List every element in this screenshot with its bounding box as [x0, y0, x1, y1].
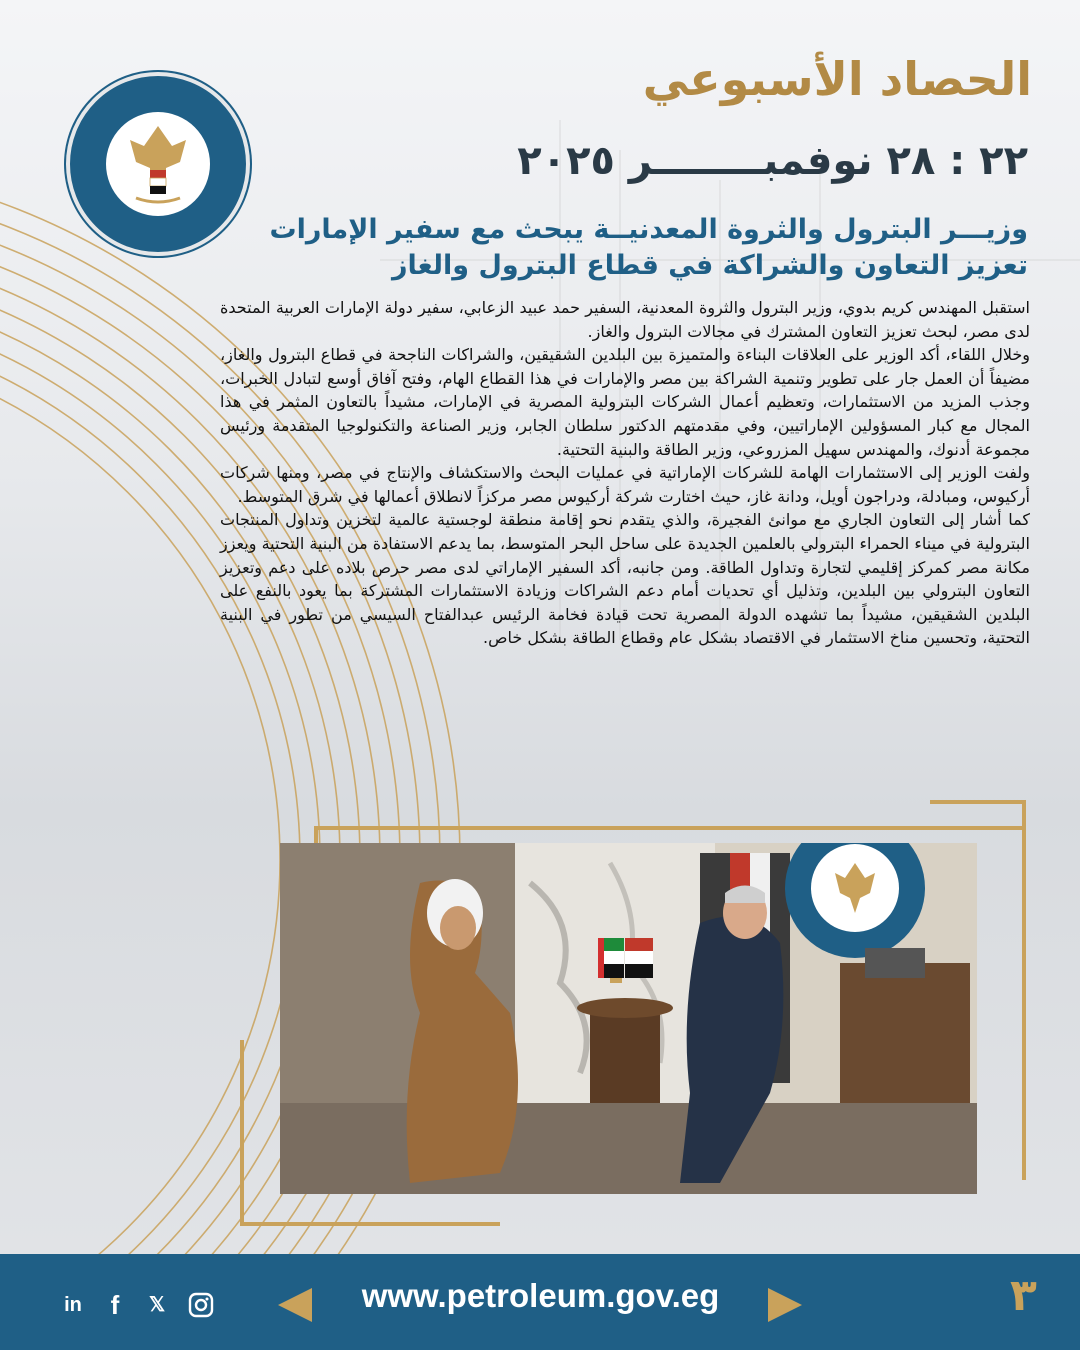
article-headline: [238, 212, 1028, 284]
photo-frame-left-lower: [240, 1040, 244, 1226]
website-link[interactable]: www.petroleum.gov.eg: [361, 1277, 720, 1314]
facebook-icon[interactable]: f: [110, 1290, 120, 1320]
ministry-logo: [66, 72, 250, 256]
page-number: ٣: [1010, 1270, 1037, 1321]
linkedin-icon[interactable]: in: [64, 1294, 82, 1316]
paragraph: وخلال اللقاء، أكد الوزير على العلاقات البناءة والمتميزة بين البلدين الشقيقين، والشراكات الناجحة في قطاع البترول والغاز، مضيفاً أن العمل جار على تطوير وتنمية الشراكة بين مصر والإمارات في هذا القطاع الهام، وفتح آفاق أوسع لتبادل الخبرات، وجذب المزيد من الاستثمارات، وتعظيم أعمال الشركات البترولية المصرية في الإمارات، مشيداً بالتعاون المثمر في هذا المجال مع كبار المسؤولين الإماراتيين، وفي مقدمتهم الدكتور سلطان الجابر، وزير الصناعة والتكنولوجيا المتقدمة ورئيس مجموعة أدنوك، والمهندس سهيل المزروعي، وزير الطاقة والبنية التحتية.: [220, 345, 1030, 459]
photo-frame-bottom-left: [240, 1222, 500, 1226]
paragraph: استقبل المهندس كريم بدوي، وزير البترول والثروة المعدنية، السفير حمد عبيد الزعابي، سفير دولة الإمارات العربية المتحدة لدى مصر، لبحث تعزيز التعاون المشترك في مجالات البترول والغاز.: [220, 298, 1030, 341]
egypt-eagle-emblem-icon: [70, 76, 246, 252]
article-body: [220, 296, 1030, 650]
photo-frame-top: [314, 826, 1026, 830]
x-icon[interactable]: 𝕏: [148, 1294, 166, 1316]
headline-line-1: وزيـــر البترول والثروة المعدنيــة يبحث مع سفير الإمارات: [269, 214, 1028, 245]
meeting-photo: [280, 843, 977, 1194]
headline-line-2: تعزيز التعاون والشراكة في قطاع البترول والغاز: [391, 250, 1028, 281]
date-range: ٢٢ : ٢٨ نوفمبــــــــر ٢٠٢٥: [517, 138, 1028, 184]
instagram-glyph: [188, 1292, 214, 1318]
right-arrow-icon[interactable]: [766, 1288, 802, 1322]
photo-frame-right: [1022, 800, 1026, 1180]
instagram-icon[interactable]: [186, 1290, 216, 1320]
photo-frame-top-right: [930, 800, 1026, 804]
left-arrow-icon[interactable]: [278, 1288, 314, 1322]
paragraph: ولفت الوزير إلى الاستثمارات الهامة للشركات الإماراتية في عمليات البحث والاستكشاف والإنتاج في مصر، ومنها شركات أركيوس، ومبادلة، ودراجون أويل، ودانة غاز، حيث اختارت شركة أركيوس مصر مركزاً لانطلاق أعمالها في شرق المتوسط.: [220, 463, 1030, 506]
page-title: الحصاد الأسبوعي: [642, 52, 1032, 106]
paragraph: كما أشار إلى التعاون الجاري مع موانئ الفجيرة، والذي يتقدم نحو إقامة منطقة لوجستية عالمية لتخزين وتداول المنتجات البترولية في ميناء الحمراء البترولي بالعلمين الجديدة على ساحل البحر المتوسط، بما يدعم الاستفادة من البنية التحتية ويعزز مكانة مصر كمركز إقليمي لتجارة وتداول الطاقة. ومن جانبه، أكد السفير الإماراتي لدى مصر حرص بلاده على دعم وتعزيز التعاون البترولي بين البلدين، وتذليل أي تحديات أمام دعم الشراكات وزيادة الاستثمارات المشتركة بما يعود بالنفع على البلدين الشقيقين، مشيداً بما تشهده الدولة المصرية تحت قيادة فخامة الرئيس عبدالفتاح السيسي من تطور في البنية التحتية، وتحسين مناخ الاستثمار في الاقتصاد بشكل عام وقطاع الطاقة بشكل خاص.: [220, 510, 1030, 648]
